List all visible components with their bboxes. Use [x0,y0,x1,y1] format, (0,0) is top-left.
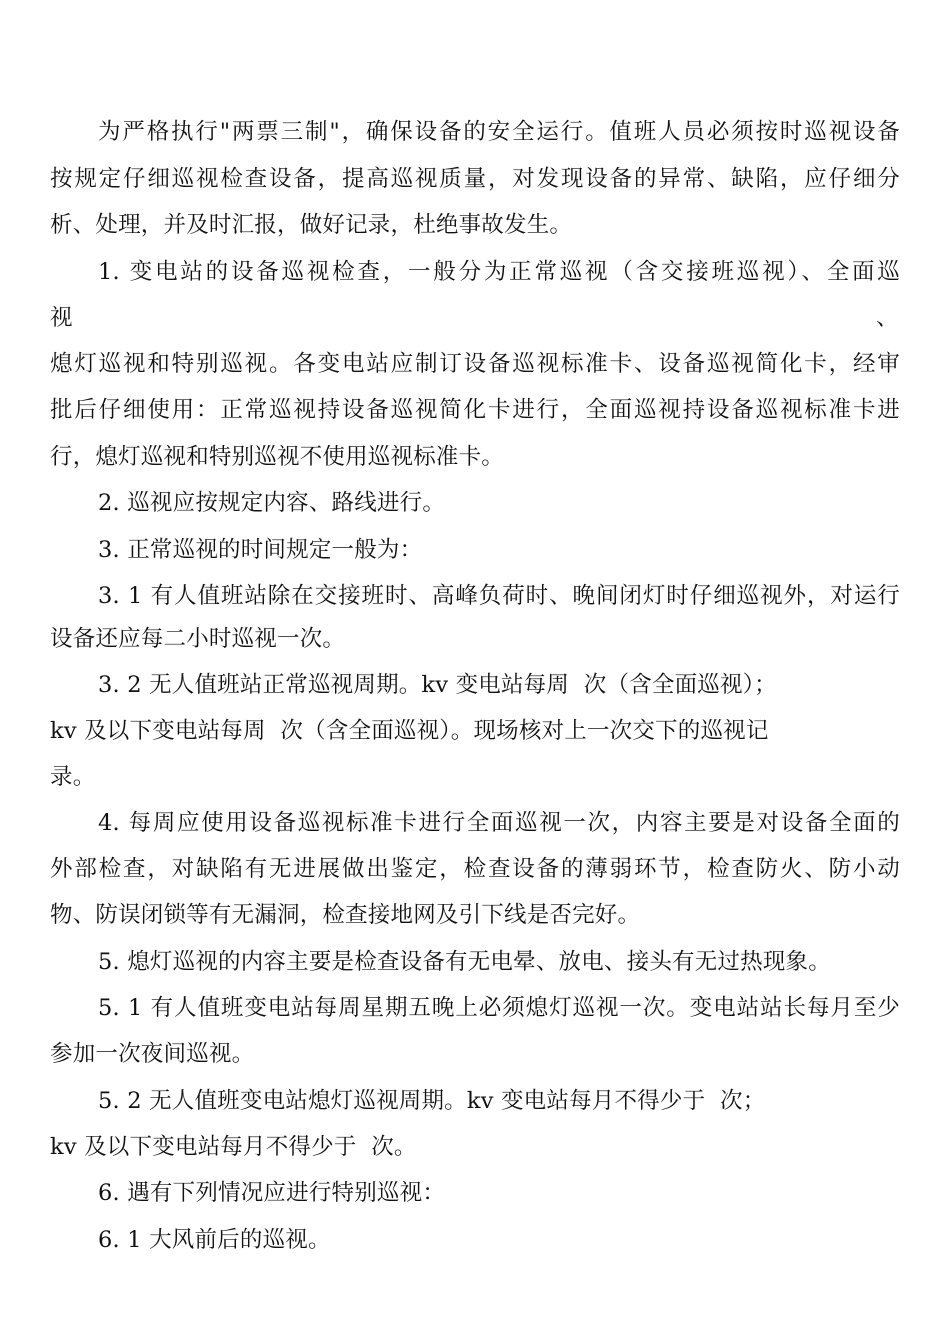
paragraph-line: 熄灯巡视和特别巡视。各变电站应制订设备巡视标准卡、设备巡视简化卡，经审 [50,351,900,377]
paragraph-line: kv 及以下变电站每周 次（含全面巡视）。现场核对上一次交下的巡视记 [50,718,769,744]
paragraph-line: 6. 遇有下列情况应进行特别巡视： [98,1180,446,1206]
paragraph-line: 按规定仔细巡视检查设备，提高巡视质量，对发现设备的异常、缺陷，应仔细分 [50,166,900,192]
paragraph-line: 视 [50,305,73,331]
paragraph-line: 、 [876,305,899,331]
paragraph-line: 5. 熄灯巡视的内容主要是检查设备有无电晕、放电、接头有无过热现象。 [98,949,831,975]
paragraph-line: 6. 1 大风前后的巡视。 [98,1227,331,1253]
paragraph-line: 为严格执行"两票三制"，确保设备的安全运行。值班人员必须按时巡视设备 [98,119,900,145]
paragraph-line: 参加一次夜间巡视。 [50,1041,255,1067]
paragraph-line: 物、防误闭锁等有无漏洞，检查接地网及引下线是否完好。 [50,902,641,928]
paragraph-line: 行，熄灯巡视和特别巡视不使用巡视标准卡。 [50,444,505,470]
paragraph-line: 析、处理，并及时汇报，做好记录，杜绝事故发生。 [50,212,573,238]
paragraph-line: 3. 2 无人值班站正常巡视周期。kv 变电站每周 次（含全面巡视）； [98,672,777,698]
paragraph-line: 批后仔细使用：正常巡视持设备巡视简化卡进行，全面巡视持设备巡视标准卡进 [50,397,900,423]
paragraph-line: 2. 巡视应按规定内容、路线进行。 [98,490,446,516]
paragraph-line: 5. 2 无人值班变电站熄灯巡视周期。kv 变电站每月不得少于 次； [98,1088,766,1114]
paragraph-line: 外部检查，对缺陷有无进展做出鉴定，检查设备的薄弱环节，检查防火、防小动 [50,856,900,882]
paragraph-line: 录。 [50,764,96,790]
paragraph-line: kv 及以下变电站每月不得少于 次。 [50,1134,417,1160]
paragraph-line: 设备还应每二小时巡视一次。 [50,626,346,652]
paragraph-line: 3. 正常巡视的时间规定一般为： [98,537,423,563]
paragraph-line: 4. 每周应使用设备巡视标准卡进行全面巡视一次，内容主要是对设备全面的 [98,810,900,836]
paragraph-line: 5. 1 有人值班变电站每周星期五晚上必须熄灯巡视一次。变电站站长每月至少 [98,995,900,1021]
paragraph-line: 3. 1 有人值班站除在交接班时、高峰负荷时、晚间闭灯时仔细巡视外，对运行 [98,583,900,609]
paragraph-line: 1. 变电站的设备巡视检查，一般分为正常巡视（含交接班巡视）、全面巡 [98,259,900,285]
